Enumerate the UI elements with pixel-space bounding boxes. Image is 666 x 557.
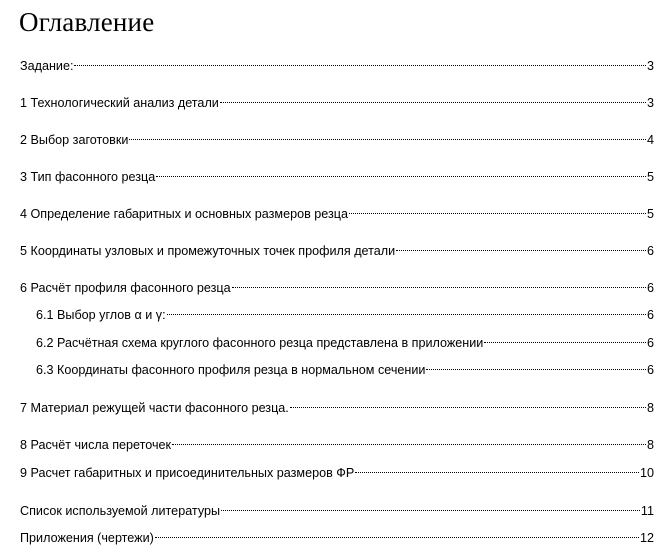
toc-entry-text: 7 Материал режущей части фасонного резца. xyxy=(20,401,289,415)
toc-entry-text: 4 Определение габаритных и основных размеров резца xyxy=(20,207,348,221)
toc-entry-text: 6 Расчёт профиля фасонного резца xyxy=(20,281,231,295)
dot-leader xyxy=(73,52,647,70)
toc-subentry[interactable] xyxy=(36,301,654,322)
dot-leader xyxy=(348,200,647,218)
dot-leader xyxy=(155,163,647,181)
toc-page-number: 8 xyxy=(646,438,654,452)
toc-entry-text: 5 Координаты узловых и промежуточных точек профиля детали xyxy=(20,244,396,258)
toc-entry[interactable] xyxy=(20,431,654,452)
toc-page-number: 6 xyxy=(646,281,654,295)
toc-entry[interactable] xyxy=(20,459,654,480)
toc-entry[interactable] xyxy=(20,163,654,184)
toc-entry-text: Приложения (чертежи) xyxy=(20,531,154,545)
toc-entry[interactable] xyxy=(20,126,654,147)
toc-entry[interactable] xyxy=(20,524,654,545)
toc-entry[interactable] xyxy=(20,394,654,415)
toc-entry-text: 2 Выбор заготовки xyxy=(20,133,129,147)
toc-page-number: 5 xyxy=(646,170,654,184)
dot-leader xyxy=(154,524,640,542)
dot-leader xyxy=(395,237,647,255)
dot-leader xyxy=(425,356,647,374)
dot-leader xyxy=(483,329,647,347)
dot-leader xyxy=(128,126,647,144)
toc-entry[interactable] xyxy=(20,52,654,73)
dot-leader xyxy=(354,459,640,477)
toc-page-number: 5 xyxy=(646,207,654,221)
toc-entry-text: Список используемой литературы xyxy=(20,504,221,518)
toc-page-number: 10 xyxy=(639,466,654,480)
toc-entry-text: 3 Тип фасонного резца xyxy=(20,170,156,184)
dot-leader xyxy=(231,274,647,292)
toc-entry-text: 6.3 Координаты фасонного профиля резца в нормальном сечении xyxy=(36,363,426,377)
toc-page-number: 3 xyxy=(646,96,654,110)
toc-entry-text: 9 Расчет габаритных и присоединительных размеров ФР xyxy=(20,466,355,480)
toc-entry-text: 6.2 Расчётная схема круглого фасонного резца представлена в приложении xyxy=(36,336,484,350)
dot-leader xyxy=(289,394,647,412)
toc-entry-text: Задание: xyxy=(20,59,74,73)
toc-entry-text: 6.1 Выбор углов α и γ: xyxy=(36,308,166,322)
toc-subentry[interactable] xyxy=(36,329,654,350)
toc-page-number: 4 xyxy=(646,133,654,147)
toc-entry[interactable] xyxy=(20,237,654,258)
toc-entry[interactable] xyxy=(20,89,654,110)
toc-page-number: 6 xyxy=(646,336,654,350)
toc-page-number: 6 xyxy=(646,244,654,258)
dot-leader xyxy=(220,497,641,515)
toc-page-number: 11 xyxy=(640,504,654,518)
toc-entry[interactable] xyxy=(20,200,654,221)
toc-entry[interactable] xyxy=(20,497,654,518)
dot-leader xyxy=(171,431,647,449)
toc-entry-text: 1 Технологический анализ детали xyxy=(20,96,219,110)
toc-page-number: 12 xyxy=(639,531,654,545)
toc-entry-text: 8 Расчёт числа переточек xyxy=(20,438,172,452)
toc-page-number: 3 xyxy=(646,59,654,73)
toc-subentry[interactable] xyxy=(36,356,654,377)
toc-page-number: 6 xyxy=(646,363,654,377)
dot-leader xyxy=(219,89,647,107)
dot-leader xyxy=(166,301,647,319)
toc-page-number: 8 xyxy=(646,401,654,415)
toc-title: Оглавление xyxy=(19,7,155,37)
toc-page-number: 6 xyxy=(646,308,654,322)
toc-entry[interactable] xyxy=(20,274,654,295)
